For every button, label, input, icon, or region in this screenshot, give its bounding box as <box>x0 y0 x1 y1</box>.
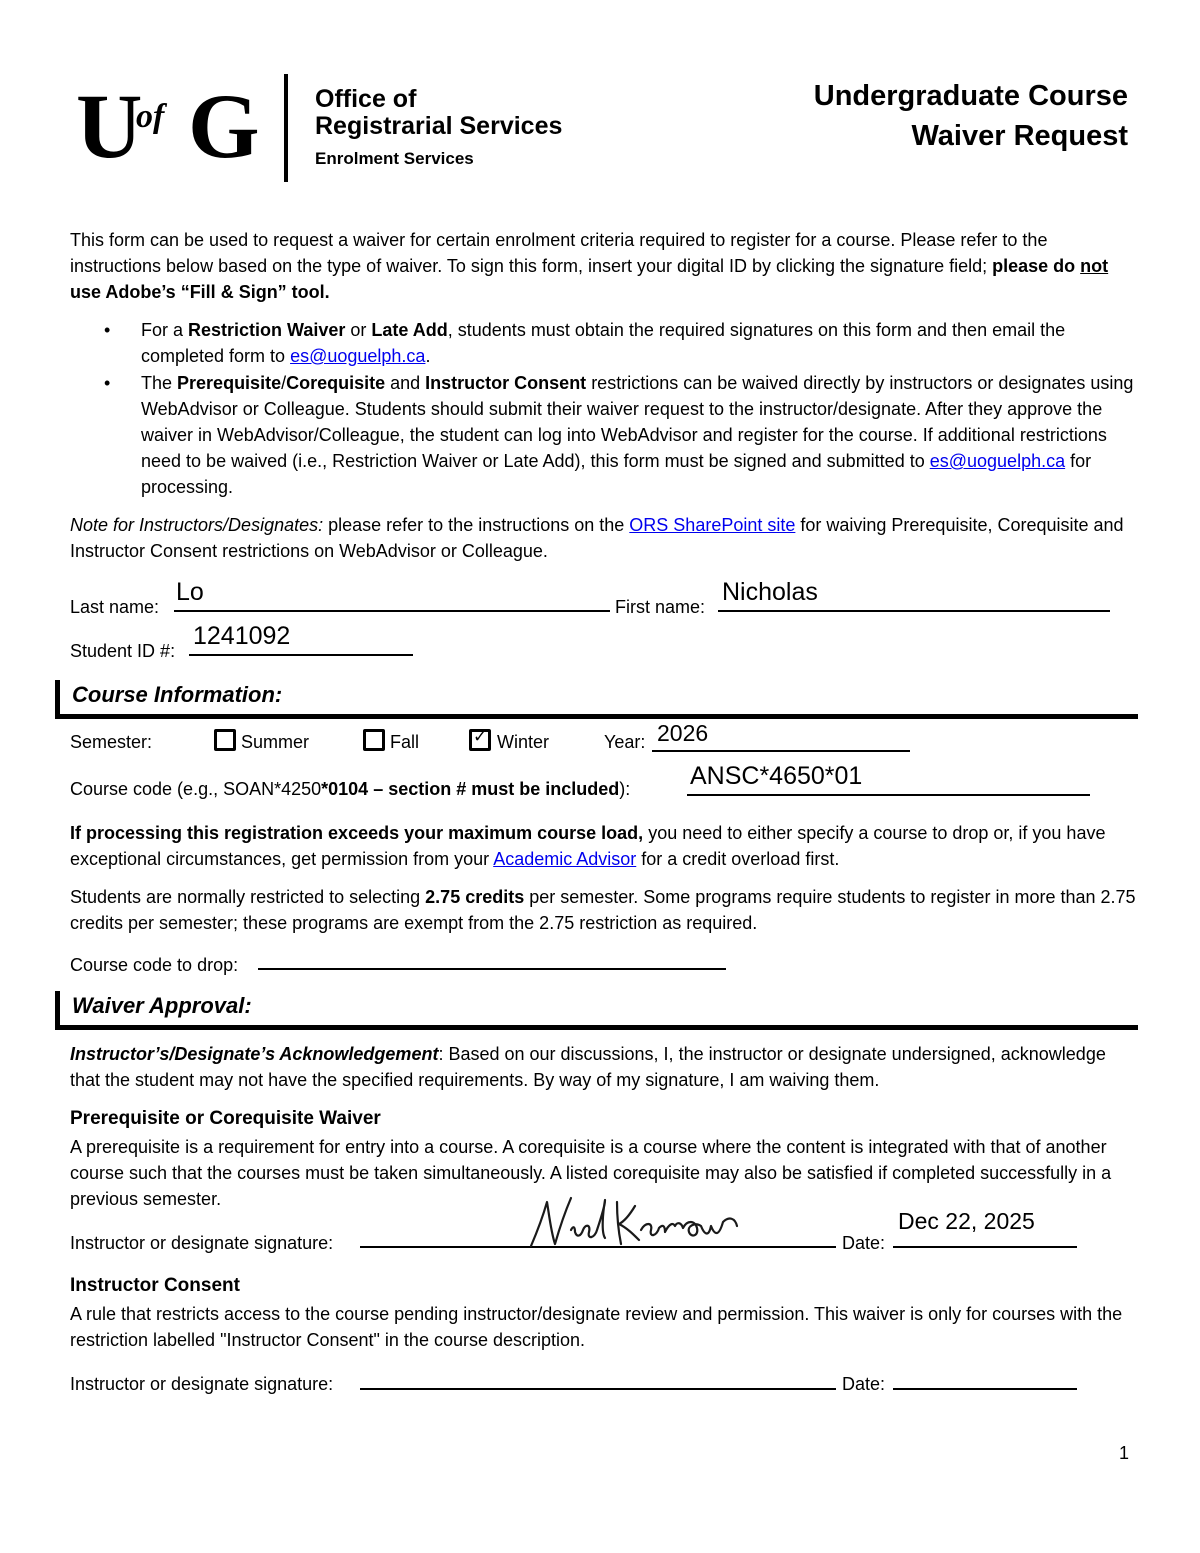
bullet2-end: for processing. <box>141 451 1092 497</box>
year-label: Year: <box>604 732 646 752</box>
waiver-approval-heading: Waiver Approval: <box>72 993 252 1018</box>
course-info-section <box>55 680 1138 719</box>
signature-stroke-n <box>531 1198 571 1246</box>
intro-paragraph <box>70 227 1140 305</box>
intro-not: not <box>1080 256 1109 276</box>
bullet1-end: . <box>425 346 431 366</box>
winter-checkbox[interactable] <box>469 729 491 751</box>
bullet1-email-link[interactable]: es@uoguelph.ca <box>290 346 426 366</box>
course-load-bold: If processing this registration exceeds your maximum course load, <box>70 823 644 843</box>
form-title <box>814 76 1128 156</box>
drop-course-label: Course code to drop: <box>70 955 239 975</box>
bullet-dot: • <box>104 373 111 393</box>
course-code-label-bold: *0104 – section # must be included <box>321 779 620 799</box>
signature-stroke-k <box>617 1202 639 1244</box>
consent-signature-field[interactable] <box>360 1388 836 1390</box>
summer-checkbox[interactable] <box>214 729 236 751</box>
semester-label: Semester: <box>70 732 153 752</box>
course-code-field[interactable]: ANSC*4650*01 <box>690 762 863 790</box>
year-field[interactable]: 2026 <box>657 720 709 746</box>
course-code-label-b: ): <box>619 779 631 799</box>
bullet1-restriction: Restriction Waiver <box>188 320 346 340</box>
uofg-logo <box>76 75 276 177</box>
student-id-line <box>189 654 413 656</box>
logo-of: of <box>136 98 165 135</box>
page-number: 1 <box>1119 1443 1130 1463</box>
office-line1: Office of <box>315 85 417 113</box>
winter-label: Winter <box>497 732 550 752</box>
bullet2-consent: Instructor Consent <box>425 373 587 393</box>
summer-label: Summer <box>241 732 310 752</box>
last-name-field[interactable]: Lo <box>176 578 204 606</box>
credits-text-b: per semester. Some programs require students to register in more than 2.75 credits per semester; these programs are exempt from the 2.75 restriction as required. <box>70 887 1136 933</box>
prereq-date-field[interactable]: Dec 22, 2025 <box>898 1208 1035 1234</box>
signature-stroke-iel <box>571 1200 605 1238</box>
course-load-paragraph <box>70 820 1140 872</box>
first-name-field[interactable]: Nicholas <box>722 578 818 606</box>
consent-description: A rule that restricts access to the course pending instructor/designate review and permission. This waiver is only for courses with the restriction labelled "Instructor Consent" in the course description. <box>70 1304 1123 1350</box>
office-line3: Enrolment Services <box>315 149 474 168</box>
bullet2-coreq: Corequisite <box>286 373 386 393</box>
prereq-date-line <box>893 1246 1077 1248</box>
consent-date-field[interactable] <box>893 1388 1077 1390</box>
waiver-approval-section <box>55 991 1138 1030</box>
bullet1-text-a: For a <box>141 320 189 340</box>
logo-g: G <box>188 75 260 177</box>
office-line2: Registrarial Services <box>315 112 563 140</box>
course-code-line <box>687 794 1090 796</box>
bullet1-text-b: , students must obtain the required signatures on this form and then email the completed form to <box>141 320 1066 366</box>
consent-heading: Instructor Consent <box>70 1275 240 1296</box>
course-code-label <box>70 776 630 802</box>
bullet2-prereq: Prerequisite <box>177 373 282 393</box>
last-name-line <box>174 610 610 612</box>
consent-date-label: Date: <box>842 1374 886 1394</box>
academic-advisor-link[interactable]: Academic Advisor <box>493 849 637 869</box>
consent-signature-label: Instructor or designate signature: <box>70 1374 334 1394</box>
logo-divider <box>284 74 288 182</box>
bullet2-slash: / <box>281 373 287 393</box>
note-text-a: please refer to the instructions on the <box>323 515 630 535</box>
bullet2-text-a: The <box>141 373 178 393</box>
acknowledgement-text: : Based on our discussions, I, the instructor or designate undersigned, acknowledge that the student may not have the specified requirements. By way of my signature, I am waiving them. <box>70 1044 1106 1090</box>
bullet1-late-add: Late Add <box>371 320 448 340</box>
prereq-heading: Prerequisite or Corequisite Waiver <box>70 1108 381 1129</box>
sharepoint-link[interactable]: ORS SharePoint site <box>629 515 796 535</box>
winter-checkmark-icon: ✓ <box>473 727 488 746</box>
prereq-signature-label: Instructor or designate signature: <box>70 1233 334 1253</box>
fall-checkbox[interactable] <box>363 729 385 751</box>
bullet2-email-link[interactable]: es@uoguelph.ca <box>929 451 1066 471</box>
fall-label: Fall <box>390 732 420 752</box>
note-label: Note for Instructors/Designates: <box>70 515 324 535</box>
note-text-b: for waiving Prerequisite, Corequisite and Instructor Consent restrictions on WebAdvisor or Colleague. <box>70 515 1124 561</box>
year-line <box>652 750 910 752</box>
first-name-line <box>718 610 1110 612</box>
prereq-description: A prerequisite is a requirement for entry into a course. A corequisite is a course where the content is integrated with that of another course such that the courses must be taken simultaneously. A listed corequisite may also be satisfied if completed successfully in a previous semester. <box>70 1137 1112 1209</box>
intro-text: This form can be used to request a waiver for certain enrolment criteria required to register for a course. Please refer to the instructions below based on the type of waiver. To sign this form, insert your digital ID by clicking the signature field; <box>70 230 1048 276</box>
last-name-label: Last name: <box>70 597 160 617</box>
logo-u: U <box>76 75 143 177</box>
credits-text-a: Students are normally restricted to selecting <box>70 887 426 907</box>
bullet2-and: and <box>385 373 426 393</box>
bullet-2 <box>104 370 1134 500</box>
form-title-line1: Undergraduate Course <box>813 80 1128 112</box>
drop-course-field[interactable] <box>258 968 726 970</box>
bullet1-or: or <box>345 320 372 340</box>
acknowledgement-paragraph <box>70 1041 1140 1093</box>
prereq-date-label: Date: <box>842 1233 886 1253</box>
credits-bold: 2.75 credits <box>425 887 525 907</box>
course-code-label-a: Course code (e.g., SOAN*4250 <box>70 779 322 799</box>
form-title-line2: Waiver Request <box>911 120 1128 152</box>
credits-paragraph <box>70 884 1140 936</box>
intro-bold-a: please do <box>992 256 1081 276</box>
course-load-text-a: you need to either specify a course to drop or, if you have exceptional circumstances, get permission from your <box>70 823 1106 869</box>
course-info-heading: Course Information: <box>72 682 283 707</box>
intro-bold-b: use Adobe’s “Fill & Sign” tool. <box>70 282 330 302</box>
first-name-label: First name: <box>615 597 706 617</box>
student-id-field[interactable]: 1241092 <box>193 622 291 650</box>
bullet2-text-b: restrictions can be waived directly by instructors or designates using WebAdvisor or Colleague. Students should submit their waiver request to the instructor/designate. After they approve the waiver in WebAdvisor/Colleague, the student can log into WebAdvisor and register for the course. If additional restrictions need to be waived (i.e., Restriction Waiver or Late Add), this form must be signed and submitted to <box>141 373 1134 471</box>
bullet-dot: • <box>104 320 111 340</box>
bullet-1 <box>104 317 1134 369</box>
instructor-note <box>70 512 1140 564</box>
course-load-text-b: for a credit overload first. <box>636 849 840 869</box>
instructor-signature <box>525 1192 750 1252</box>
student-id-label: Student ID #: <box>70 641 176 661</box>
signature-stroke-arrow <box>641 1219 737 1236</box>
office-name <box>315 86 562 172</box>
acknowledgement-label: Instructor’s/Designate’s Acknowledgement <box>70 1044 439 1064</box>
